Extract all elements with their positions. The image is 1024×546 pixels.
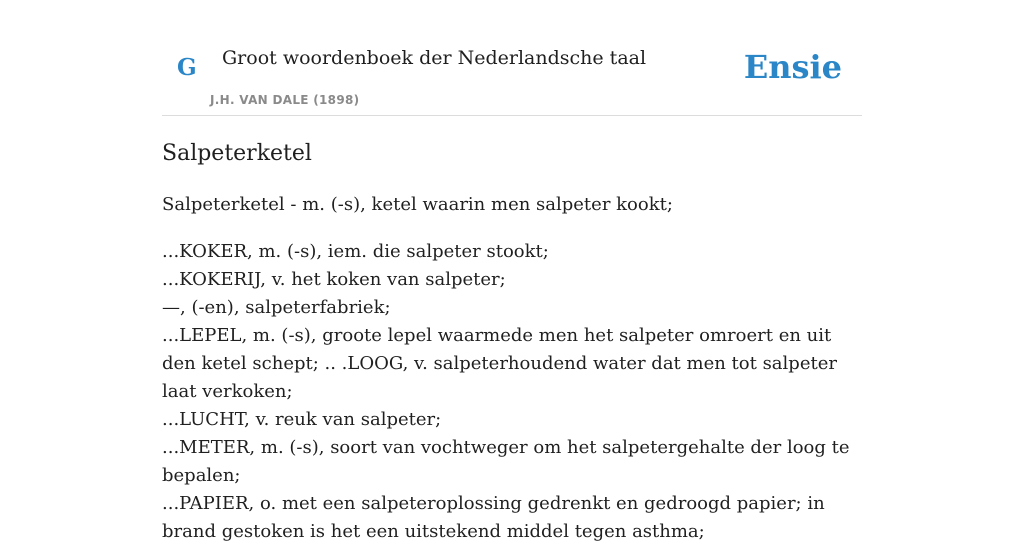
entry-line: ...LUCHT, v. reuk van salpeter; — [162, 409, 442, 430]
entry-title: Salpeterketel — [162, 141, 312, 166]
entry-sublines — [162, 238, 862, 546]
brand-logo-link[interactable]: Ensie — [743, 48, 842, 86]
entry-line: ...METER, m. (-s), soort van vochtweger om het salpetergehalte der loog te bepalen; — [162, 437, 850, 486]
entry-definition: Salpeterketel - m. (-s), ketel waarin men salpeter kookt; — [162, 194, 673, 215]
entry-line: ...LEPEL, m. (-s), groote lepel waarmede men het salpeter omroert en uit den ketel schept; .. .LOOG, v. salpeterhoudend water dat men tot salpeter laat verkoken; — [162, 325, 837, 402]
entry-line: ...KOKER, m. (-s), iem. die salpeter stookt; — [162, 241, 549, 262]
header — [162, 34, 862, 116]
entry-line: ...KOKERIJ, v. het koken van salpeter; — [162, 269, 506, 290]
entry-line: ...PAPIER, o. met een salpeteroplossing gedrenkt en gedroogd papier; in brand gestoken is het een uitstekend middel tegen asthma; — [162, 493, 825, 542]
entry-line: —, (-en), salpeterfabriek; — [162, 297, 391, 318]
book-author: J.H. VAN DALE (1898) — [210, 93, 360, 107]
book-logo-icon[interactable]: G — [177, 54, 197, 81]
entry-content — [162, 139, 862, 546]
book-title[interactable]: Groot woordenboek der Nederlandsche taal — [222, 47, 647, 69]
